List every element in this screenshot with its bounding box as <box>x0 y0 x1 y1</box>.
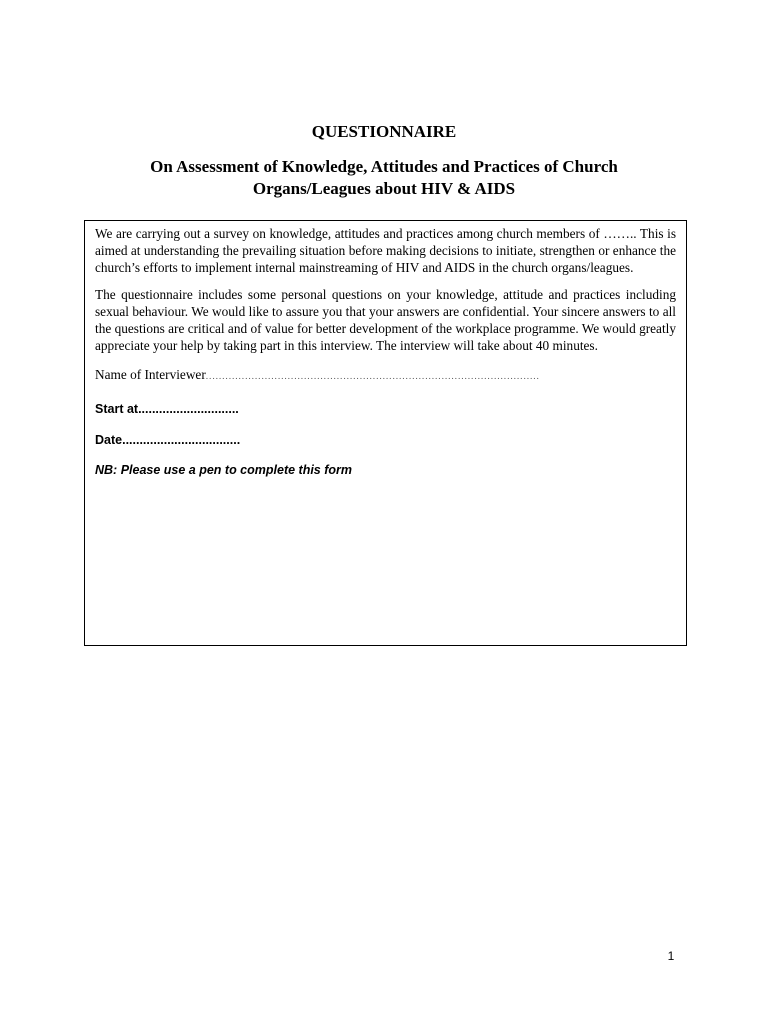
subtitle-line-2: Organs/Leagues about HIV & AIDS <box>252 179 516 198</box>
nb-note: NB: Please use a pen to complete this form <box>95 463 353 477</box>
intro-box <box>84 220 687 646</box>
interviewer-fill-line: ...................................................................................................... <box>205 372 540 382</box>
page-number: 1 <box>667 949 675 963</box>
interviewer-label: Name of Interviewer <box>95 367 206 382</box>
intro-paragraph-1: We are carrying out a survey on knowledge, attitudes and practices among church members of …….. This is aimed at understanding the prevailing situation before making decisions to initiate, strengthen or enhance the church’s efforts to implement internal mainstreaming of HIV and AIDS in the church organs/leagues. <box>95 226 676 275</box>
interviewer-name-field <box>95 366 676 386</box>
intro-paragraph-2: The questionnaire includes some personal questions on your knowledge, attitude and practices including sexual behaviour. We would like to assure you that your answers are confidential. Your sincere answers to all the questions are critical and of value for better development of the workplace programme. We would greatly appreciate your help by taking part in this interview. The interview will take about 40 minutes. <box>95 287 676 353</box>
start-time-field: Start at............................. <box>95 402 239 416</box>
subtitle-line-1: On Assessment of Knowledge, Attitudes and Practices of Church <box>150 157 618 176</box>
date-field: Date.................................. <box>95 433 241 447</box>
page-title: QUESTIONNAIRE <box>311 122 457 141</box>
page-subtitle <box>84 156 684 200</box>
